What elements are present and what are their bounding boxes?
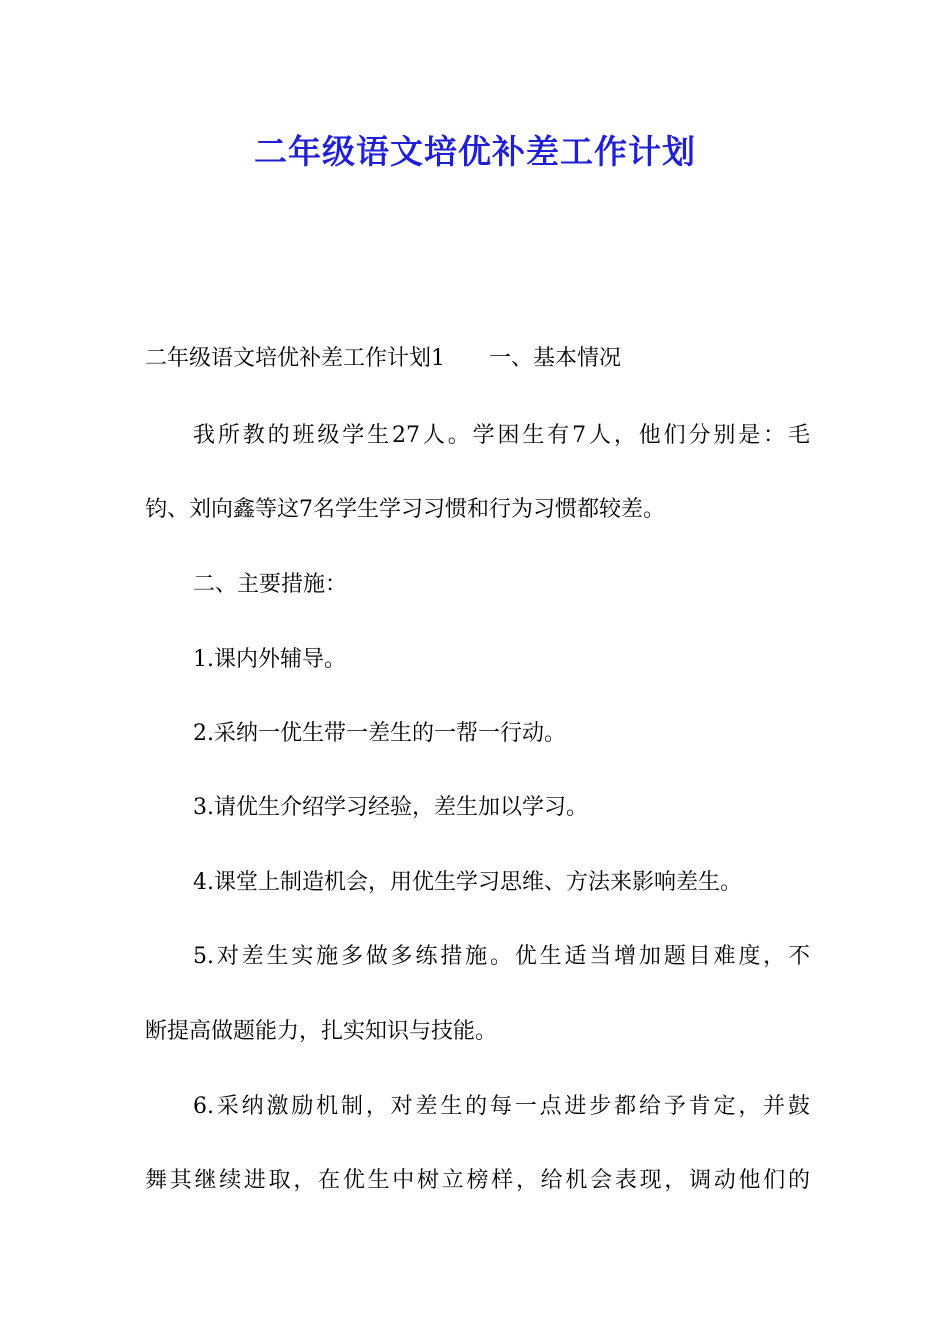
list-item-5-line-2: 断提高做题能力，扎实知识与技能。 <box>145 1019 498 1044</box>
paragraph-line-2: 我所教的班级学生27人。学困生有7人，他们分别是：毛 <box>193 423 810 448</box>
list-item-1: 1.课内外辅导。 <box>193 647 346 672</box>
list-item-5-line-1: 5.对差生实施多做多练措施。优生适当增加题目难度，不 <box>193 944 810 969</box>
document-title: 二年级语文培优补差工作计划 <box>254 132 696 171</box>
section-heading-measures: 二、主要措施： <box>193 572 348 597</box>
paragraph-line-3: 钧、刘向鑫等这7名学生学习习惯和行为习惯都较差。 <box>145 497 665 522</box>
list-item-2: 2.采纳一优生带一差生的一帮一行动。 <box>193 721 566 746</box>
list-item-6-line-1: 6.采纳激励机制，对差生的每一点进步都给予肯定，并鼓 <box>193 1094 810 1119</box>
list-item-4: 4.课堂上制造机会，用优生学习思维、方法来影响差生。 <box>193 870 742 895</box>
list-item-6-line-2: 舞其继续进取，在优生中树立榜样，给机会表现，调动他们的 <box>145 1168 810 1193</box>
list-item-3: 3.请优生介绍学习经验，差生加以学习。 <box>193 795 588 820</box>
paragraph-line-1: 二年级语文培优补差工作计划1 一、基本情况 <box>145 346 621 371</box>
